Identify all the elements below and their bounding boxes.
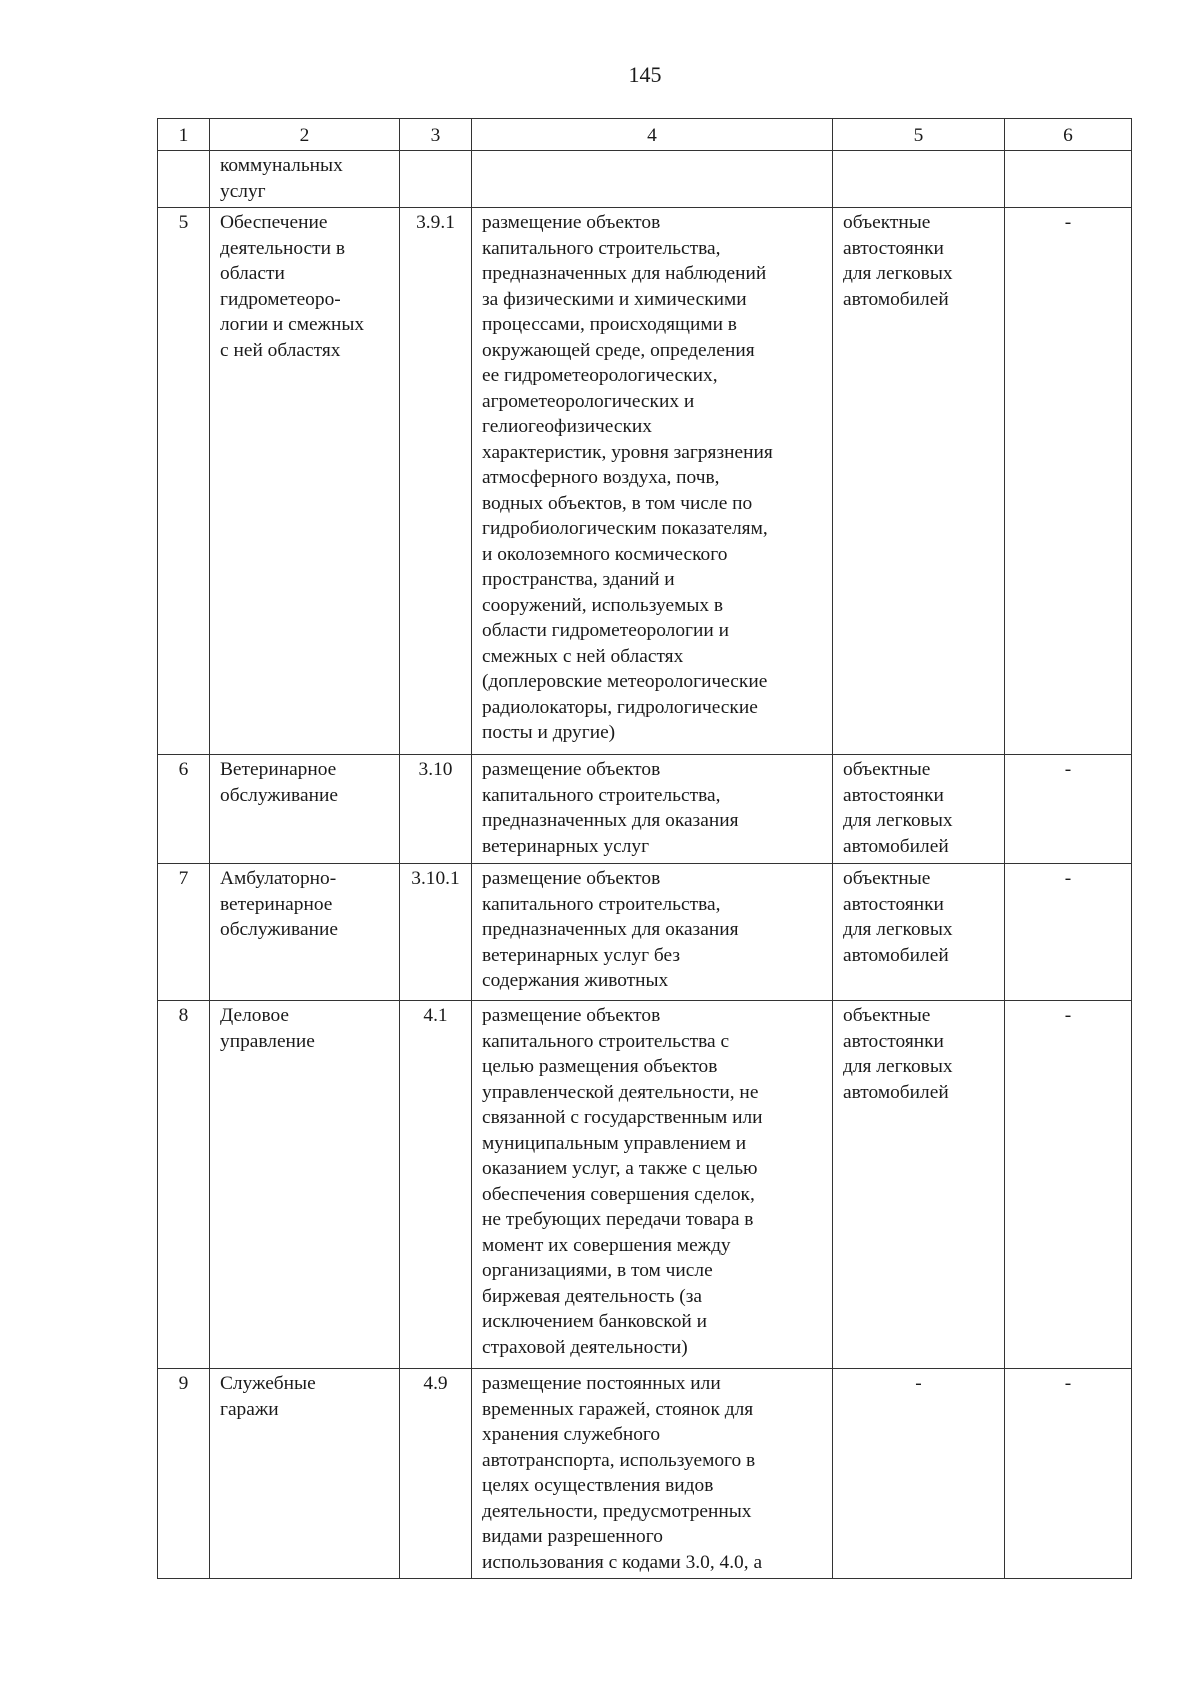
header-cell: 3	[400, 119, 472, 151]
parking-requirement	[833, 151, 1005, 208]
table-row	[158, 755, 1132, 864]
table-header-row	[158, 119, 1132, 151]
row-number: 5	[158, 208, 210, 755]
row-number: 7	[158, 864, 210, 1001]
parking-requirement: -	[833, 1369, 1005, 1579]
header-cell: 4	[472, 119, 833, 151]
parking-requirement: объектные автостоянки для легковых автомобилей	[833, 1001, 1005, 1369]
row-number	[158, 151, 210, 208]
use-code: 3.9.1	[400, 208, 472, 755]
page-number: 145	[628, 62, 662, 87]
use-type-name: Обеспечение деятельности в области гидрометеоро- логии и смежных с ней областях	[210, 208, 400, 755]
use-code: 3.10	[400, 755, 472, 864]
use-description: размещение объектов капитального строительства с целью размещения объектов управленческой деятельности, не связанной с государственным или муниципальным управлением и оказанием услуг, а также с целью обеспечения совершения сделок, не требующих передачи товара в момент их совершения между организациями, в том числе биржевая деятельность (за исключением банковской и страховой деятельности)	[472, 1001, 833, 1369]
use-type-name: Ветеринарное обслуживание	[210, 755, 400, 864]
extra-requirement	[1005, 151, 1132, 208]
use-description	[472, 151, 833, 208]
use-code: 4.1	[400, 1001, 472, 1369]
use-code: 3.10.1	[400, 864, 472, 1001]
use-code	[400, 151, 472, 208]
row-number: 8	[158, 1001, 210, 1369]
use-type-name: коммунальных услуг	[210, 151, 400, 208]
table-row	[158, 208, 1132, 755]
parking-requirement: объектные автостоянки для легковых автомобилей	[833, 208, 1005, 755]
table-row	[158, 1369, 1132, 1579]
header-cell: 1	[158, 119, 210, 151]
use-description: размещение постоянных или временных гаражей, стоянок для хранения служебного автотранспорта, используемого в целях осуществления видов деятельности, предусмотренных видами разрешенного использования с кодами 3.0, 4.0, а	[472, 1369, 833, 1579]
extra-requirement: -	[1005, 1369, 1132, 1579]
extra-requirement: -	[1005, 208, 1132, 755]
parking-requirement: объектные автостоянки для легковых автомобилей	[833, 755, 1005, 864]
extra-requirement: -	[1005, 1001, 1132, 1369]
use-description: размещение объектов капитального строительства, предназначенных для оказания ветеринарных услуг без содержания животных	[472, 864, 833, 1001]
use-type-name: Служебные гаражи	[210, 1369, 400, 1579]
extra-requirement: -	[1005, 864, 1132, 1001]
table-row	[158, 151, 1132, 208]
land-use-table	[157, 118, 1132, 1579]
header-cell: 2	[210, 119, 400, 151]
table-row	[158, 864, 1132, 1001]
use-type-name: Деловое управление	[210, 1001, 400, 1369]
use-code: 4.9	[400, 1369, 472, 1579]
row-number: 9	[158, 1369, 210, 1579]
parking-requirement: объектные автостоянки для легковых автомобилей	[833, 864, 1005, 1001]
table-row	[158, 1001, 1132, 1369]
use-type-name: Амбулаторно- ветеринарное обслуживание	[210, 864, 400, 1001]
extra-requirement: -	[1005, 755, 1132, 864]
row-number: 6	[158, 755, 210, 864]
header-cell: 5	[833, 119, 1005, 151]
use-description: размещение объектов капитального строительства, предназначенных для оказания ветеринарных услуг	[472, 755, 833, 864]
use-description: размещение объектов капитального строительства, предназначенных для наблюдений за физическими и химическими процессами, происходящими в окружающей среде, определения ее гидрометеорологических, агрометеорологических и гелиогеофизических характеристик, уровня загрязнения атмосферного воздуха, почв, водных объектов, в том числе по гидробиологическим показателям, и околоземного космического пространства, зданий и сооружений, используемых в области гидрометеорологии и смежных с ней областях (доплеровские метеорологические радиолокаторы, гидрологические посты и другие)	[472, 208, 833, 755]
header-cell: 6	[1005, 119, 1132, 151]
